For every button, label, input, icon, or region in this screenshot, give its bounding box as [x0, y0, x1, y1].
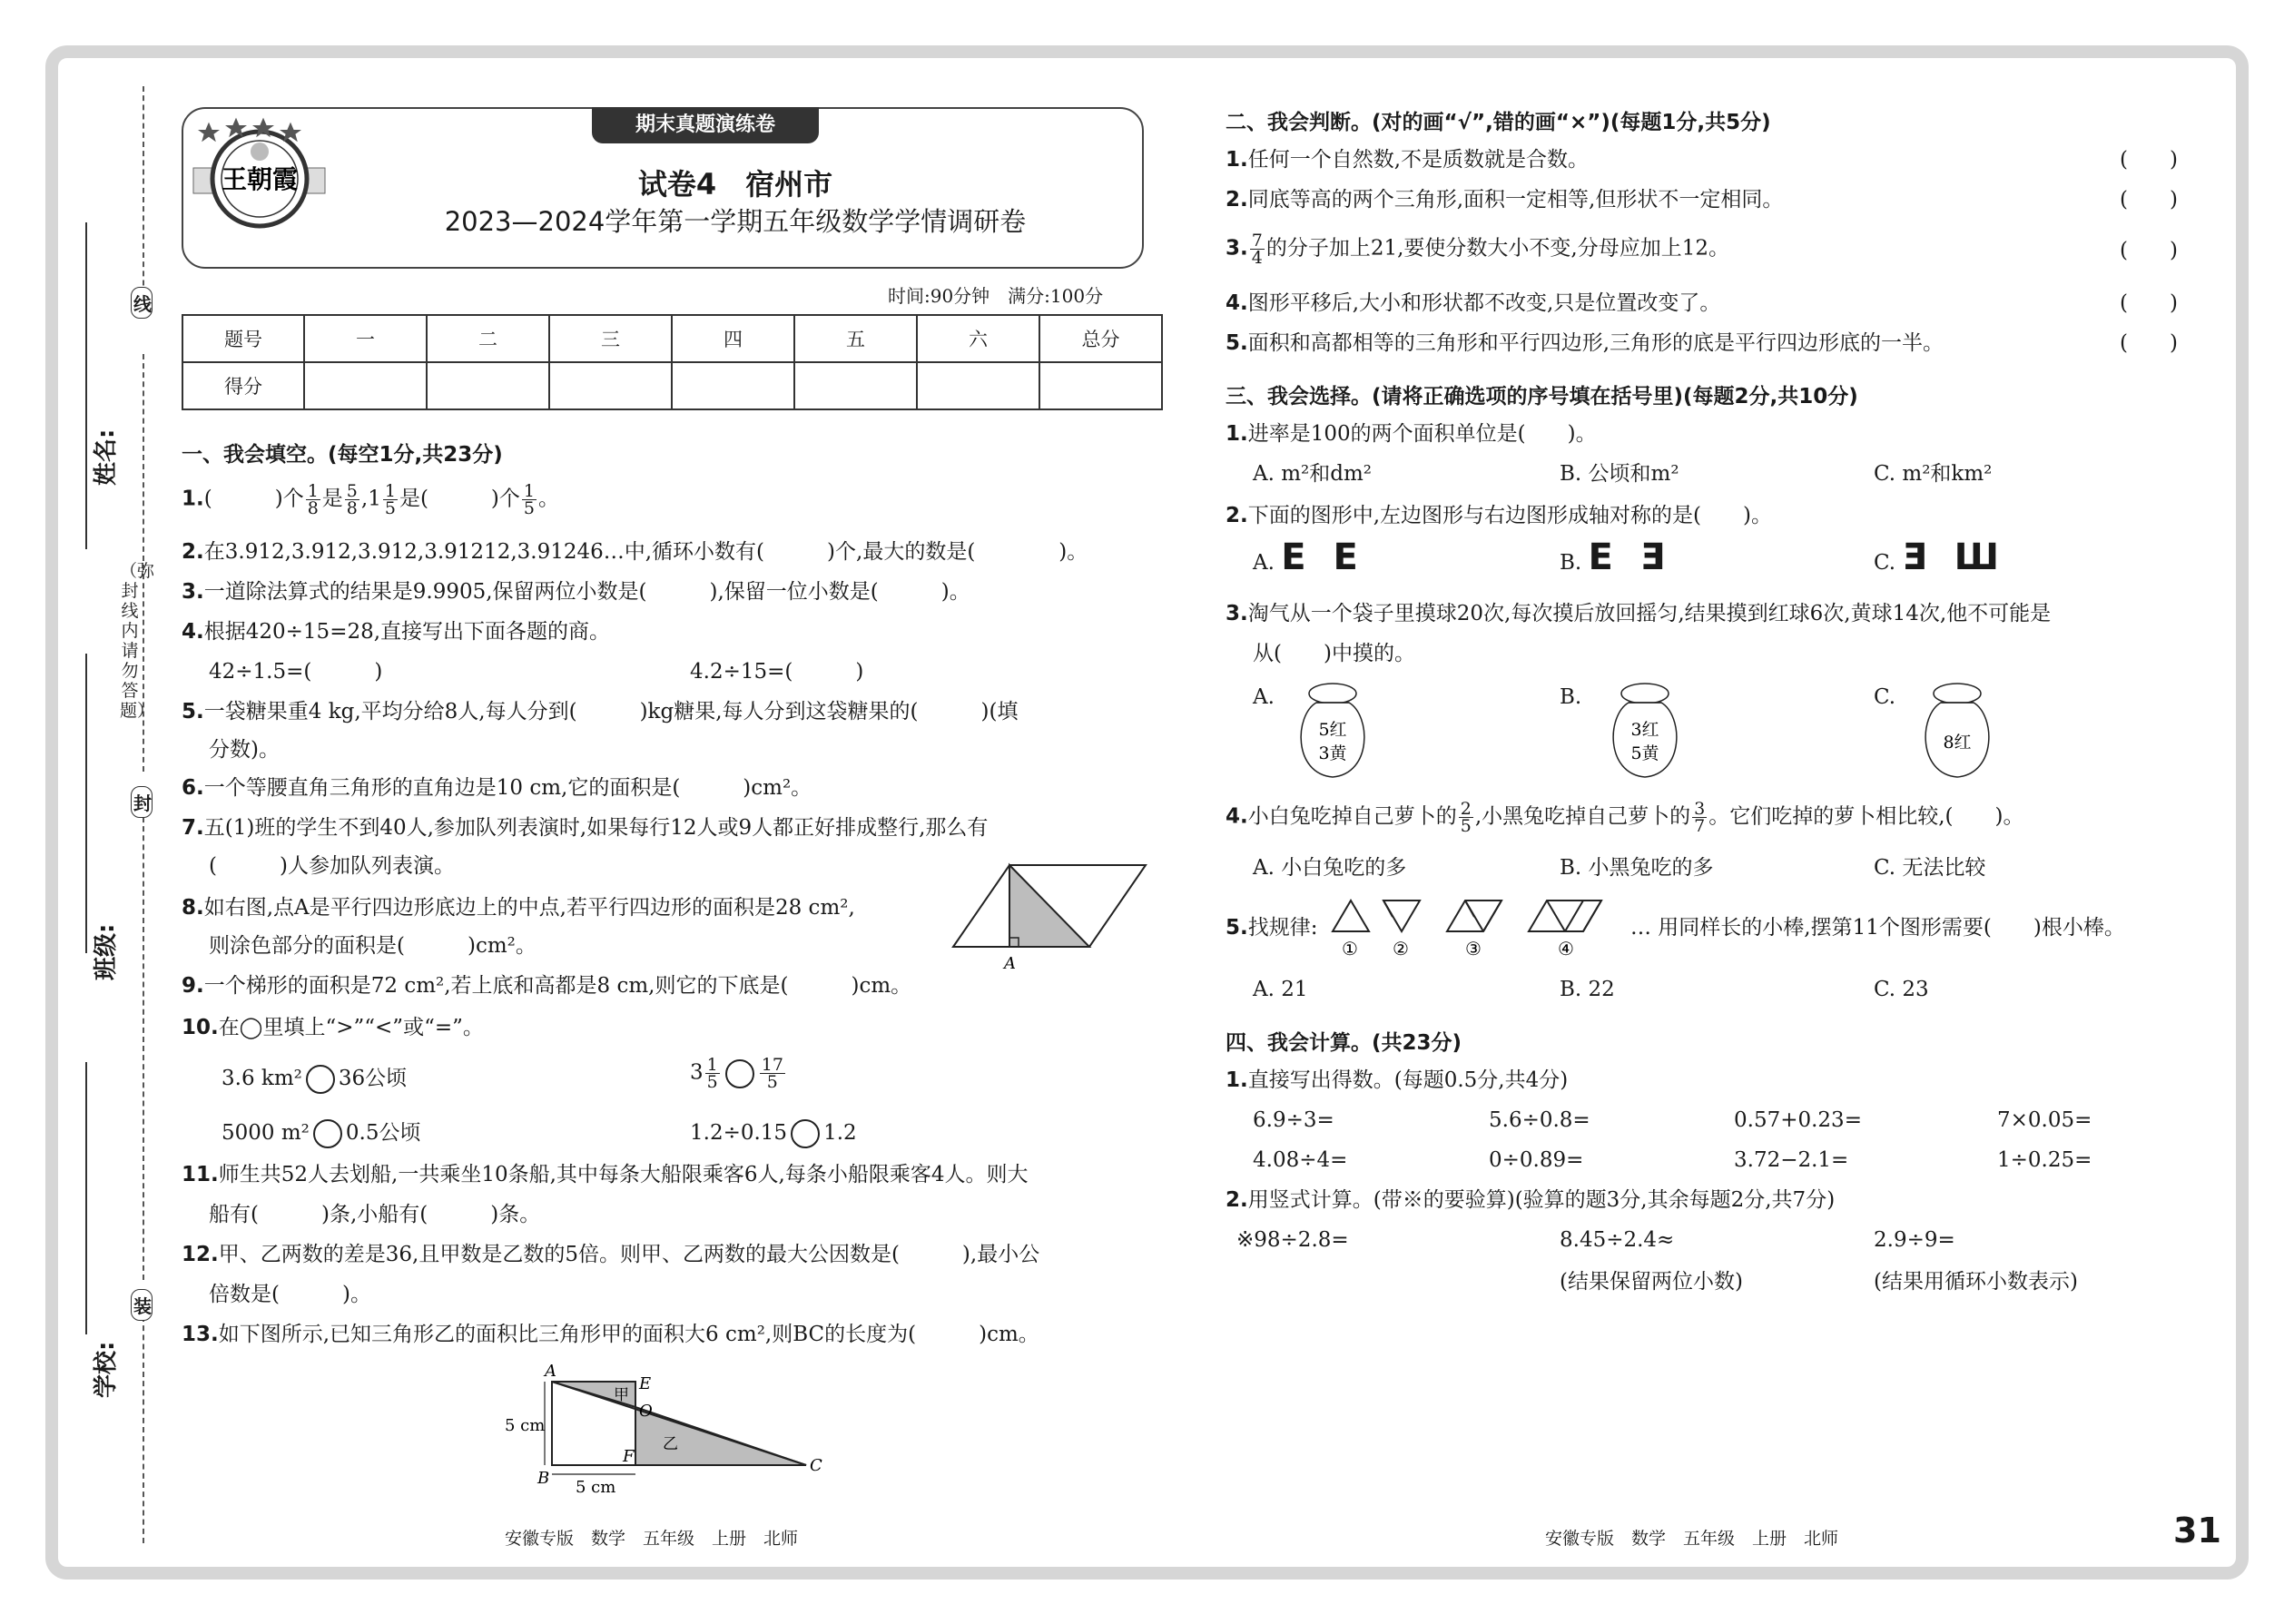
section-4-title: 四、我会计算。(共23分) — [1226, 1031, 1462, 1055]
judge-2-answer[interactable]: ( ) — [2120, 188, 2178, 212]
question-7-cont: ( )人参加队列表演。 — [209, 854, 455, 878]
question-5: 5.一袋糖果重4 kg,平均分给8人,每人分到( )kg糖果,每人分到这袋糖果的( )(填 — [182, 700, 1019, 723]
judge-3-answer[interactable]: ( ) — [2120, 239, 2178, 262]
compare-b: 3 $\frac{1}{5}$ $\frac{17}{5}$ — [690, 1055, 783, 1092]
question-12-cont: 倍数是( )。 — [209, 1283, 371, 1306]
triangle-yi: 乙 — [663, 1435, 678, 1453]
question-4: 4.根据420÷15=28,直接写出下面各题的商。 — [182, 620, 611, 644]
question-8-cont: 则涂色部分的面积是( )cm²。 — [209, 934, 537, 958]
choice-2-a[interactable]: A. E E — [1253, 536, 1365, 578]
binding-dash-line — [143, 86, 144, 313]
choice-1-b[interactable]: B. 公顷和m² — [1560, 462, 1679, 486]
choice-3-a[interactable]: A. — [1253, 685, 1275, 709]
score-cell[interactable] — [549, 362, 672, 409]
question-10: 10.在◯里填上“>”“<”或“=”。 — [182, 1016, 484, 1039]
point-o: O — [639, 1402, 653, 1421]
publisher-logo — [189, 113, 334, 259]
school-underline — [85, 1062, 87, 1334]
compare-a: 3.6 km² 36公顷 — [222, 1064, 407, 1094]
calc-item: 3.72−2.1= — [1734, 1148, 1849, 1172]
compare-circle[interactable] — [313, 1119, 342, 1148]
name-field-label[interactable]: 姓名: — [93, 428, 120, 486]
triangle-jia: 甲 — [614, 1386, 629, 1404]
choice-5-a[interactable]: A. 21 — [1253, 978, 1308, 1001]
score-header: 四 — [672, 315, 794, 362]
binding-dash-line — [143, 808, 144, 1280]
score-header: 一 — [304, 315, 427, 362]
section-2-title: 二、我会判断。(对的画“√”,错的画“×”)(每题1分,共5分) — [1226, 111, 1771, 134]
pattern-label-2: ② — [1393, 938, 1409, 960]
point-a: A — [545, 1362, 556, 1381]
bag-a-yellow: 3黄 — [1318, 743, 1347, 763]
choice-3-b[interactable]: B. — [1560, 685, 1582, 709]
choice-2-c[interactable]: C. Ǝ Ш — [1874, 536, 2007, 578]
score-table — [182, 314, 1163, 410]
page-number: 31 — [2173, 1511, 2221, 1550]
width-label: 5 cm — [576, 1478, 616, 1497]
judge-5: 5.面积和高都相等的三角形和平行四边形,三角形的底是平行四边形底的一半。 — [1226, 331, 1944, 355]
score-cell[interactable] — [794, 362, 917, 409]
triangle-pattern — [1331, 897, 1630, 960]
calc-item: 0.57+0.23= — [1734, 1108, 1862, 1132]
question-8: 8.如右图,点A是平行四边形底边上的中点,若平行四边形的面积是28 cm², — [182, 896, 855, 920]
choice-2-b[interactable]: B. E Ǝ — [1560, 536, 1673, 578]
time-score: 时间:90分钟 满分:100分 — [888, 285, 1104, 307]
pattern-label-4: ④ — [1558, 938, 1574, 960]
choice-4: 4.小白兔吃掉自己萝卜的 $\frac{2}{5}$ ,小黑兔吃掉自己萝卜的 $\frac{3}{7}$ 。它们吃掉的萝卜相比较,( )。 — [1226, 799, 2024, 836]
calc-1: 1.直接写出得数。(每题0.5分,共4分) — [1226, 1068, 1569, 1092]
bag-a — [1289, 679, 1380, 783]
footer-left: 安徽专版 数学 五年级 上册 北师 — [505, 1529, 799, 1549]
question-11-cont: 船有( )条,小船有( )条。 — [209, 1203, 541, 1226]
section-3-title: 三、我会选择。(请将正确选项的序号填在括号里)(每题2分,共10分) — [1226, 385, 1858, 408]
question-4a: 42÷1.5=( ) — [209, 660, 383, 684]
judge-3: 3. $\frac{7}{4}$ 的分子加上21,要使分数大小不变,分母应加上12。 — [1226, 231, 1729, 268]
vertical-calc-c-note: (结果用循环小数表示) — [1874, 1270, 2078, 1294]
choice-1-a[interactable]: A. m²和dm² — [1253, 462, 1373, 486]
score-header: 二 — [427, 315, 549, 362]
calc-item: 4.08÷4= — [1253, 1148, 1348, 1172]
binding-dash-line — [143, 1316, 144, 1543]
parallelogram-figure — [944, 858, 1153, 976]
height-label: 5 cm — [505, 1416, 546, 1435]
choice-5-c[interactable]: C. 23 — [1874, 978, 1929, 1001]
pattern-label-3: ③ — [1465, 938, 1482, 960]
choice-1: 1.进率是100的两个面积单位是( )。 — [1226, 422, 1597, 446]
score-cell[interactable] — [427, 362, 549, 409]
score-row-label: 得分 — [182, 362, 304, 409]
choice-3: 3.淘气从一个袋子里摸球20次,每次摸后放回摇匀,结果摸到红球6次,黄球14次,他不可能是 — [1226, 602, 2052, 625]
question-6: 6.一个等腰直角三角形的直角边是10 cm,它的面积是( )cm²。 — [182, 776, 812, 800]
compare-circle[interactable] — [725, 1059, 754, 1088]
calc-item: 7×0.05= — [1997, 1108, 2092, 1132]
footer-right: 安徽专版 数学 五年级 上册 北师 — [1545, 1529, 1839, 1549]
judge-1: 1.任何一个自然数,不是质数就是合数。 — [1226, 148, 1590, 172]
bag-c-red: 8红 — [1943, 733, 1972, 753]
score-header: 三 — [549, 315, 672, 362]
question-3: 3.一道除法算式的结果是9.9905,保留两位小数是( ),保留一位小数是( )。 — [182, 580, 970, 604]
binding-tear-mark: 装 — [131, 1289, 153, 1321]
calc-2: 2.用竖式计算。(带※的要验算)(验算的题3分,其余每题2分,共7分) — [1226, 1188, 1836, 1212]
choice-4-b[interactable]: B. 小黑兔吃的多 — [1560, 856, 1714, 880]
point-a-label: A — [1004, 954, 1016, 973]
vertical-calc-a: ※98÷2.8= — [1236, 1228, 1349, 1252]
compare-circle[interactable] — [306, 1065, 335, 1094]
judge-1-answer[interactable]: ( ) — [2120, 148, 2178, 172]
bag-a-red: 5红 — [1318, 720, 1347, 740]
binding-note: （弥封线内请勿答题） — [120, 561, 155, 721]
score-header: 六 — [917, 315, 1039, 362]
school-field-label[interactable]: 学校: — [93, 1341, 120, 1398]
score-cell[interactable] — [1039, 362, 1162, 409]
score-header: 题号 — [182, 315, 304, 362]
choice-1-c[interactable]: C. m²和km² — [1874, 462, 1993, 486]
question-4b: 4.2÷15=( ) — [690, 660, 864, 684]
point-c: C — [810, 1456, 822, 1475]
binding-line-mark: 线 — [131, 287, 153, 319]
question-13: 13.如下图所示,已知三角形乙的面积比三角形甲的面积大6 cm²,则BC的长度为( )cm。 — [182, 1323, 1039, 1346]
question-7: 7.五(1)班的学生不到40人,参加队列表演时,如果每行12人或9人都正好排成整行,那么有 — [182, 816, 989, 840]
logo-text: 王朝霞 — [221, 164, 299, 194]
point-e: E — [639, 1374, 652, 1393]
choice-5: … 用同样长的小棒,摆第11个图形需要( )根小棒。 — [1630, 916, 2125, 940]
judge-4-answer[interactable]: ( ) — [2120, 291, 2178, 315]
question-5-cont: 分数)。 — [209, 738, 280, 762]
score-header: 五 — [794, 315, 917, 362]
question-9: 9.一个梯形的面积是72 cm²,若上底和高都是8 cm,则它的下底是( )cm。 — [182, 974, 912, 998]
vertical-calc-b-note: (结果保留两位小数) — [1560, 1270, 1743, 1294]
compare-d: 1.2÷0.15 1.2 — [690, 1118, 857, 1148]
binding-seal-mark: 封 — [131, 786, 153, 818]
calc-item: 1÷0.25= — [1997, 1148, 2092, 1172]
score-cell[interactable] — [304, 362, 427, 409]
choice-5-b[interactable]: B. 22 — [1560, 978, 1615, 1001]
choice-4-a[interactable]: A. 小白兔吃的多 — [1253, 856, 1407, 880]
calc-item: 5.6÷0.8= — [1489, 1108, 1590, 1132]
bag-b-red: 3红 — [1630, 720, 1659, 740]
pattern-label-1: ① — [1342, 938, 1358, 960]
score-cell[interactable] — [917, 362, 1039, 409]
score-cell[interactable] — [672, 362, 794, 409]
calc-item: 0÷0.89= — [1489, 1148, 1584, 1172]
section-1-title: 一、我会填空。(每空1分,共23分) — [182, 443, 503, 467]
judge-2: 2.同底等高的两个三角形,面积一定相等,但形状不一定相同。 — [1226, 188, 1784, 212]
question-2: 2.在3.912,3.912,3.912,3.91212,3.91246…中,循环小数有( )个,最大的数是( )。 — [182, 540, 1088, 564]
judge-5-answer[interactable]: ( ) — [2120, 331, 2178, 355]
choice-4-c[interactable]: C. 无法比较 — [1874, 856, 1986, 880]
paper-subtitle: 2023—2024学年第一学期五年级数学学情调研卷 — [444, 206, 1027, 237]
choice-3-cont: 从( )中摸的。 — [1253, 642, 1415, 665]
vertical-calc-c: 2.9÷9= — [1874, 1228, 1955, 1252]
banner: 期末真题演练卷 — [592, 107, 819, 143]
class-field-label[interactable]: 班级: — [93, 923, 120, 980]
compare-circle[interactable] — [791, 1119, 820, 1148]
triangle-figure — [490, 1358, 835, 1503]
compare-c: 5000 m² 0.5公顷 — [222, 1118, 420, 1148]
choice-5-lead: 5.找规律: — [1226, 916, 1318, 940]
score-header: 总分 — [1039, 315, 1162, 362]
point-b: B — [537, 1469, 550, 1488]
name-underline — [85, 222, 87, 549]
question-12: 12.甲、乙两数的差是36,且甲数是乙数的5倍。则甲、乙两数的最大公因数是( ),最小公 — [182, 1243, 1040, 1266]
question-11: 11.师生共52人去划船,一共乘坐10条船,其中每条大船限乘客6人,每条小船限乘客4人。则大 — [182, 1163, 1029, 1186]
bag-b-yellow: 5黄 — [1630, 743, 1659, 763]
choice-3-c[interactable]: C. — [1874, 685, 1896, 709]
paper-title: 试卷4 宿州市 — [637, 167, 833, 202]
bag-c — [1914, 679, 2004, 783]
choice-2: 2.下面的图形中,左边图形与右边图形成轴对称的是( )。 — [1226, 504, 1773, 527]
question-1: 1.( )个 $\frac{1}{8}$ 是 $\frac{5}{8}$ ,1 $\frac{1}{5}$ 是( )个 $\frac{1}{5}$ 。 — [182, 481, 559, 518]
bag-b — [1601, 679, 1692, 783]
point-f: F — [623, 1447, 635, 1466]
judge-4: 4.图形平移后,大小和形状都不改变,只是位置改变了。 — [1226, 291, 1721, 315]
class-underline — [85, 654, 87, 953]
vertical-calc-b: 8.45÷2.4≈ — [1560, 1228, 1675, 1252]
calc-item: 6.9÷3= — [1253, 1108, 1334, 1132]
